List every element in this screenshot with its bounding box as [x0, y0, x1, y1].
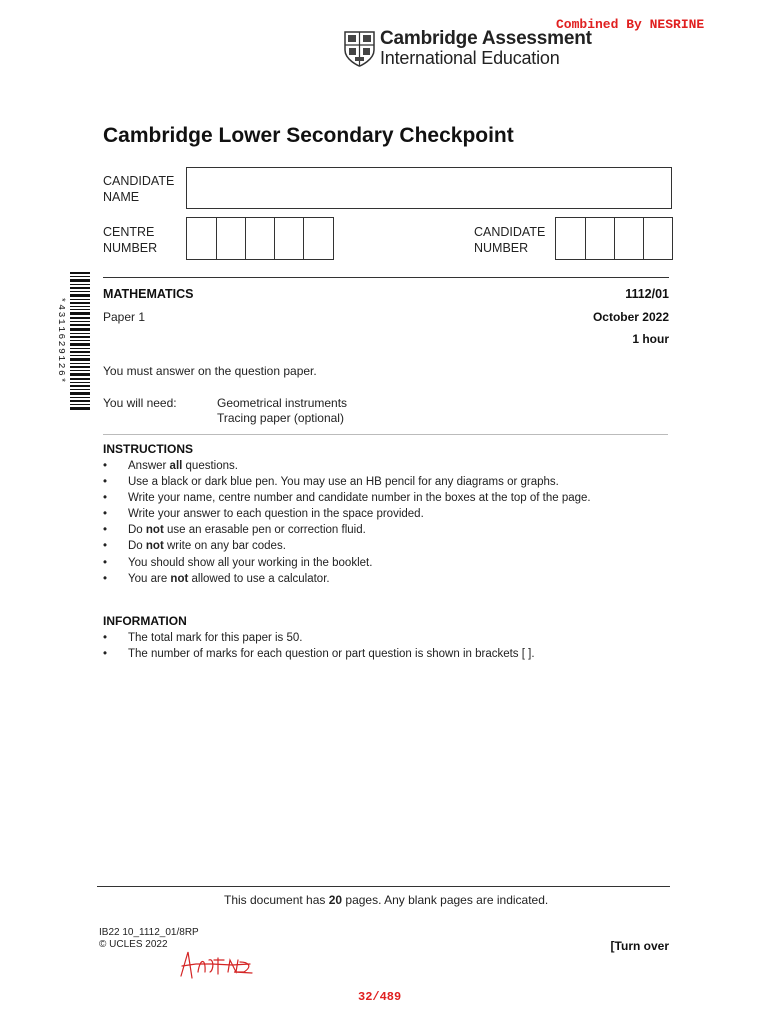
list-item: • Do not write on any bar codes.	[103, 540, 286, 553]
centre-number-label-line2: NUMBER	[103, 241, 158, 255]
candidate-number-cell[interactable]	[615, 218, 644, 259]
turn-over: [Turn over	[610, 939, 669, 953]
candidate-name-label-line2: NAME	[103, 190, 140, 204]
candidate-number-label	[474, 224, 545, 256]
candidate-number-cell[interactable]	[556, 218, 586, 259]
watermark-text: Combined By NESRINE	[556, 17, 705, 32]
barcode-icon	[56, 272, 92, 410]
centre-number-boxes[interactable]	[186, 217, 334, 260]
list-item: • Answer all questions.	[103, 460, 238, 472]
instructions-heading: INSTRUCTIONS	[103, 442, 193, 456]
signature-icon	[178, 948, 256, 982]
information-heading: INFORMATION	[103, 614, 187, 628]
list-item: • You are not allowed to use a calculator.	[103, 572, 330, 585]
header-rule	[103, 277, 669, 278]
list-item: • You should show all your working in the booklet.	[103, 556, 373, 569]
need-label: You will need:	[103, 396, 177, 410]
centre-number-cell[interactable]	[187, 218, 217, 259]
paper-number: Paper 1	[103, 310, 146, 324]
centre-number-cell[interactable]	[217, 218, 246, 259]
candidate-number-label-line2: NUMBER	[474, 241, 529, 255]
candidate-name-box[interactable]	[186, 167, 672, 209]
paper-code: 1112/01	[625, 287, 669, 301]
centre-number-label-line1: CENTRE	[103, 225, 155, 239]
footer-ref: IB22 10_1112_01/8RP	[99, 927, 199, 938]
crest-icon	[343, 30, 376, 68]
subject-title: MATHEMATICS	[103, 287, 194, 301]
page-number: 32/489	[358, 990, 402, 1004]
list-item: • The number of marks for each question or part question is shown in brackets [ ].	[103, 648, 535, 661]
page-count-note: This document has 20 pages. Any blank pages are indicated.	[224, 893, 549, 907]
barcode-digits: *4311629126*	[56, 297, 67, 385]
candidate-name-label-line1: CANDIDATE	[103, 174, 175, 188]
need-item: Tracing paper (optional)	[217, 411, 344, 425]
candidate-name-label	[103, 173, 174, 205]
need-item: Geometrical instruments	[217, 396, 348, 410]
section-rule	[103, 434, 668, 435]
exam-session: October 2022	[592, 310, 669, 324]
footer-copyright: © UCLES 2022	[99, 939, 168, 950]
page-title: Cambridge Lower Secondary Checkpoint	[103, 124, 514, 147]
centre-number-label	[103, 224, 157, 256]
candidate-number-cell[interactable]	[586, 218, 615, 259]
list-item: • The total mark for this paper is 50.	[103, 632, 303, 644]
logo-subtitle: International Education	[380, 48, 560, 68]
list-item: • Do not use an erasable pen or correction fluid.	[103, 524, 366, 537]
instructions-list	[103, 458, 591, 587]
candidate-number-label-line1: CANDIDATE	[474, 225, 546, 239]
list-item: • Use a black or dark blue pen. You may use an HB pencil for any diagrams or graphs.	[103, 476, 559, 489]
footer-rule	[97, 886, 670, 887]
information-list	[103, 630, 535, 662]
exam-duration: 1 hour	[632, 332, 669, 346]
candidate-number-boxes[interactable]	[555, 217, 673, 260]
centre-number-cell[interactable]	[275, 218, 304, 259]
list-item: • Write your answer to each question in the space provided.	[103, 508, 424, 521]
candidate-number-cell[interactable]	[644, 218, 672, 259]
centre-number-cell[interactable]	[304, 218, 333, 259]
logo-title: Cambridge Assessment	[380, 28, 592, 49]
centre-number-cell[interactable]	[246, 218, 275, 259]
answer-note: You must answer on the question paper.	[103, 364, 317, 378]
list-item: • Write your name, centre number and candidate number in the boxes at the top of the page.	[103, 492, 591, 505]
